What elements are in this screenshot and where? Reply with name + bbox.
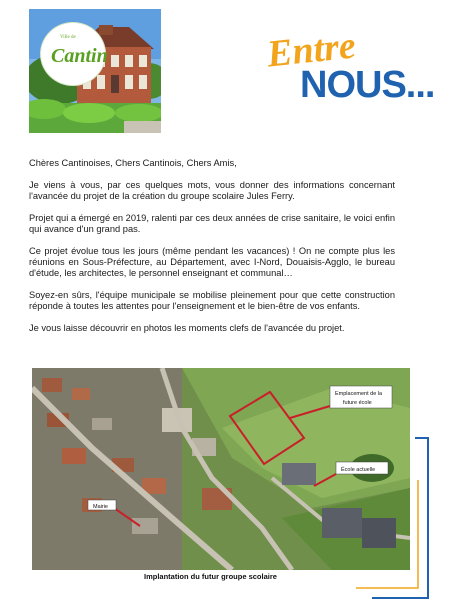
mairie-label: Mairie <box>93 504 108 510</box>
letter-paragraph-4: Soyez-en sûrs, l'équipe municipale se mobilise pleinement pour que cette construction réponde à toutes les attentes pour l'enseignement et le bien-être de vos enfants. <box>29 290 395 311</box>
logo-main-text: Cantin <box>51 45 108 67</box>
letter-paragraph-3: Ce projet évolue tous les jours (même pendant les vacances) ! On ne compte plus les réunions en Sous-Préfecture, au Département, avec I-Nord, Douaisis-Agglo, le bureau d'étude, les architectes, le personnel enseignant et communal… <box>29 246 395 278</box>
brand-nous: NOUS... <box>300 64 435 106</box>
future-school-label-line1: Emplacement de la <box>335 391 383 397</box>
logo-small-text: Ville de <box>60 35 76 40</box>
brand-entre: Entre <box>265 24 358 76</box>
map-caption: Implantation du futur groupe scolaire <box>144 572 277 581</box>
current-school-label: École actuelle <box>341 467 376 473</box>
letter-paragraph-1: Je viens à vous, par ces quelques mots, vous donner des informations concernant l'avancée du projet de la création du groupe scolaire Jules Ferry. <box>29 180 395 201</box>
letter-paragraph-5: Je vous laisse découvrir en photos les moments clefs de l'avancée du projet. <box>29 323 345 333</box>
letter-paragraph-2: Projet qui a émergé en 2019, ralenti par ces deux années de crise sanitaire, le voici enfin qui avance d'un grand pas. <box>29 213 395 234</box>
letter-greeting: Chères Cantinoises, Chers Cantinois, Chers Amis, <box>29 158 237 168</box>
future-school-label-line2: future école <box>343 400 372 406</box>
